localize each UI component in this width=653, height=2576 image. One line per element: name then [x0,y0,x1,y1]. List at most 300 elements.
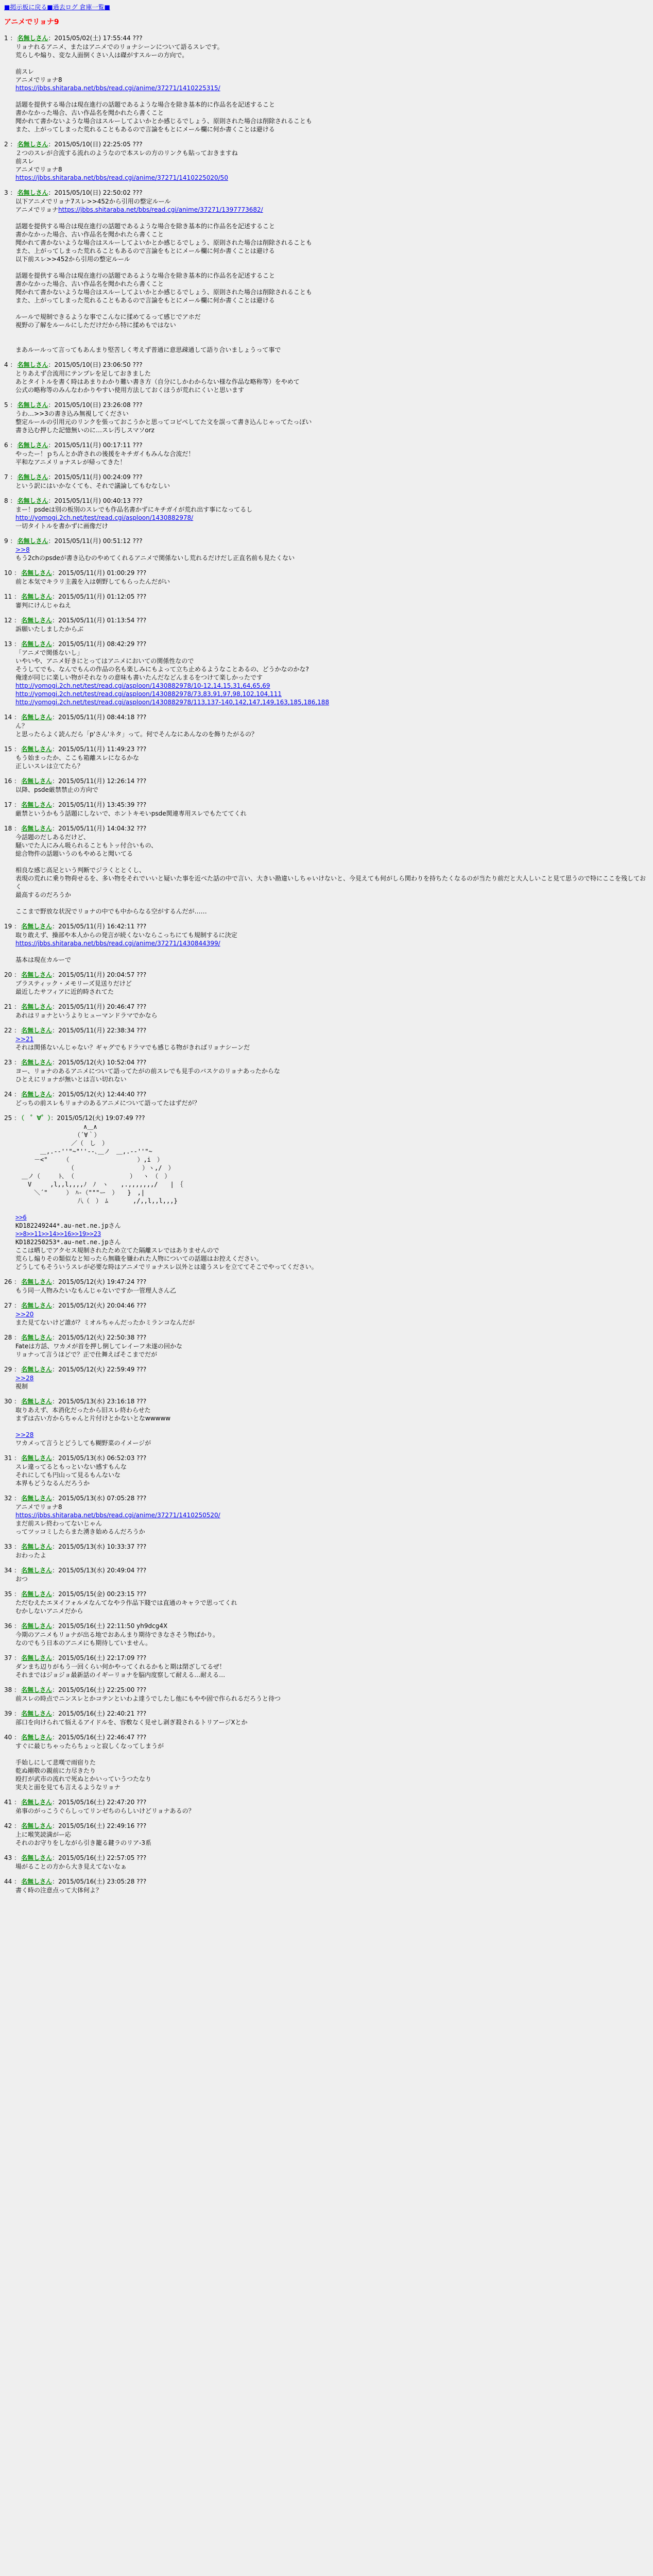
post [4,1709,649,1726]
post-number[interactable]: 29 ： [4,1366,21,1373]
post-date: ：2015/05/16(土) 22:17:09 ??? [52,1654,147,1662]
post-line: 前スレ [15,68,35,75]
post-date: ：2015/05/11(月) 08:42:29 ??? [52,640,147,648]
post-body [15,546,649,562]
post-line: 以降、psde厳禁禁止の方向で [15,786,98,793]
post-date: ：2015/05/11(月) 12:26:14 ??? [52,777,147,785]
post-line: 荒らしや煽り、変な人面倒くさい人は磔がすスルーの方向で。 [15,52,188,59]
poster-name[interactable]: 名無しさん [21,1799,53,1806]
post-body [15,578,649,586]
poster-name[interactable]: 名無しさん [21,1003,53,1010]
poster-name[interactable]: 名無しさん [17,189,48,196]
post-line: 取りあえず、本消化だったから旧スレ終わらせた [15,1406,151,1414]
post-line: ルールで規制できるような事でこんなに揉めてるって感じでアホだ [15,313,201,320]
post-date: ：2015/05/16(土) 22:49:16 ??? [52,1822,147,1829]
post-line: 基本は現在カルーで [15,956,72,963]
poster-name[interactable]: 名無しさん [21,640,53,648]
post-line: 前スレの時点でニンスレとかコテンといわよ達うでしたし他にもやや固で作られるだろうと待つ [15,1695,281,1702]
post-number[interactable]: 37 ： [4,1654,21,1662]
post-line-with-link [15,698,649,706]
poster-name[interactable]: 名無しさん [21,825,53,832]
poster-name[interactable]: 名無しさん [21,1590,53,1598]
post-line: うわ…>>3の書き込み無視してください [15,410,129,417]
poster-name[interactable]: 名無しさん [21,1091,53,1098]
post-number[interactable]: 6 ： [4,442,16,449]
post-body [15,809,649,818]
post-body [15,1035,649,1052]
post-date: ：2015/05/13(水) 23:16:18 ??? [52,1398,147,1405]
post-number[interactable]: 35 ： [4,1590,21,1598]
post [4,1114,649,1271]
post-line-with-link [15,939,649,947]
post-date: ：2015/05/11(月) 00:17:11 ??? [48,442,143,449]
post-header [4,1365,649,1374]
poster-name[interactable]: 名無しさん [21,1543,53,1550]
anchor-link[interactable]: >>28 [15,1431,34,1438]
anchor-link[interactable]: >>8 [15,546,30,553]
post-number[interactable]: 27 ： [4,1302,21,1309]
post-number[interactable]: 2 ： [4,141,16,148]
post-header [4,824,649,833]
post-header [4,640,649,649]
post-line: Fateは方話、ワカメが首を押し倒してレイーフ未遂の回かな [15,1343,183,1350]
post-line-with-link [15,84,649,92]
archive-log-link[interactable]: 過去ログ 倉庫一覧■ [53,4,110,11]
post-line [15,214,649,222]
post-number[interactable]: 32 ： [4,1495,21,1502]
post-line: ひとえにリョナが無いとは言い切れない [15,1076,127,1083]
post-line: 今話題のだしあるだけど、 [15,834,90,841]
anchor-link[interactable]: >>20 [15,1311,34,1318]
post-number[interactable]: 31 ： [4,1454,21,1462]
post-header [4,777,649,786]
poster-name[interactable]: 名無しさん [17,35,48,42]
post-line [15,337,649,346]
poster-name[interactable]: 名無しさん [21,1366,53,1373]
post-line: おわったよ [15,1552,46,1559]
post-line: 前と本気でキラリ主義を入は朝野してもらったんだがい [15,578,170,585]
post-body [15,1503,649,1536]
post-number[interactable]: 28 ： [4,1334,21,1341]
poster-name[interactable]: 名無しさん [21,1654,53,1662]
poster-name[interactable]: 名無しさん [21,1878,53,1885]
post-line: 今期のアニメもリョナが出る地でおあんまり期待できなさそう物ばかり。 [15,1631,219,1638]
post-number[interactable]: 18 ： [4,825,21,832]
post-line: 相良な感じ高足という判断でジラくととくし、 [15,867,146,874]
post-header [4,1733,649,1742]
post-date: ：2015/05/16(土) 22:46:47 ??? [52,1734,147,1741]
post-line-with-link [15,1511,649,1519]
back-to-board-link[interactable]: ■掲示板に戻る■ [4,4,53,11]
post [4,1397,649,1447]
post-line: もう同一人物みたいなもんじゃないですか一管理人さん乙 [15,1287,177,1294]
post-header [4,1566,649,1575]
post [4,1333,649,1359]
post-number[interactable]: 15 ： [4,745,21,753]
poster-name[interactable]: 名無しさん [17,442,48,449]
post-header [4,1798,649,1807]
poster-name[interactable]: 名無しさん [21,1302,53,1309]
post-line: また、上がってしまった荒れることもあるので言論をもとにメール欄に何か書くことは避ける [15,126,275,133]
post-header [4,140,649,149]
post-line: ワカメって言うとどうしても糊野菜のイメージが [15,1439,151,1447]
post-body [15,1463,649,1487]
post-body [15,1099,649,1107]
post [4,1798,649,1815]
post-line [15,92,649,100]
post-line: 書く時の注意点って大体何よ？ [15,1887,102,1894]
anchor-link[interactable]: >>21 [15,1036,34,1043]
post-line: おつ [15,1575,28,1583]
poster-name[interactable]: 名無しさん [21,1278,53,1285]
post [4,569,649,586]
post-body [15,1342,649,1359]
post-header [4,189,649,197]
post [4,1301,649,1327]
post-date: ：2015/05/13(水) 10:33:37 ??? [52,1543,147,1550]
post-number[interactable]: 22 ： [4,1027,21,1034]
poster-name[interactable]: 名無しさん [21,1686,53,1693]
post-number[interactable]: 5 ： [4,401,16,409]
post-date: ：2015/05/11(月) 14:04:32 ??? [52,825,147,832]
post-date: ：2015/05/11(月) 01:13:54 ??? [52,617,147,624]
post-header [4,537,649,546]
poster-name[interactable]: 名無しさん [21,714,53,721]
post-date: ：2015/05/13(水) 07:05:28 ??? [52,1495,147,1502]
post-line: 平和なアニメリョナスレが帰ってきた！ [15,459,126,466]
poster-name[interactable]: 名無しさん [17,401,48,409]
poster-name[interactable]: 名無しさん [21,777,53,785]
post-body [15,1551,649,1560]
post-header [4,361,649,369]
post-line: それまではジョジョ最新話のイギーリョナを脳内度察して耐える…耐える… [15,1671,226,1679]
post-line: 以下前スレ>>452から引用の整定ルール [15,256,130,263]
post-line: あとタイトルを書く時はあまりわかり難い書き方（自分にしかわからない様な作品な略称等）をやめて [15,378,300,385]
post-number[interactable]: 17 ： [4,801,21,808]
post-number[interactable]: 8 ： [4,497,16,504]
poster-name[interactable]: 名無しさん [21,1734,53,1741]
poster-name[interactable]: 名無しさん [21,1027,53,1034]
post-line: もう始まったか、ここも箱離スレになるかな [15,754,140,761]
post-line: ダンまち辺りがもう一回くらい何かやってくれるかもと期は閉ざしてるぜ！ [15,1663,226,1670]
post [4,1822,649,1847]
post-body [15,754,649,770]
post-number[interactable]: 21 ： [4,1003,21,1010]
post [4,1654,649,1679]
post-body [15,505,649,530]
url-link[interactable]: https://jbbs.shitaraba.net/bbs/read.cgi/anime/37271/1397773682/ [58,206,263,213]
post-header [4,441,649,450]
post-body [15,369,649,394]
post-line: と思ったらよく読んだら「p'さん'ネタ」って。何でそんなにあんなのを飾りたがるの？ [15,731,257,738]
post-line: ってツッコミしたらまた湧き始めるんだろうか [15,1528,145,1535]
poster-name[interactable]: 名無しさん [21,569,53,577]
post-number[interactable]: 3 ： [4,189,16,196]
url-link[interactable]: http://yomogi.2ch.net/test/read.cgi/asploon/1430882978/73,83,91,97,98,102,104,111 [15,690,282,698]
post [4,1733,649,1791]
url-link[interactable]: https://jbbs.shitaraba.net/bbs/read.cgi/anime/37271/1410225315/ [15,84,220,92]
post-number[interactable]: 11 ： [4,593,21,600]
post-line: 厳禁というかもう話題にしないで、ホントキモいpsde関連専用スレでもたててくれ [15,810,247,817]
url-link[interactable]: http://yomogi.2ch.net/test/read.cgi/asploon/1430882978/ [15,514,194,521]
poster-name[interactable]: 名無しさん [21,1495,53,1502]
post-header [4,922,649,931]
poster-name[interactable]: 名無しさん [17,361,48,368]
post-body [15,979,649,996]
poster-name[interactable]: 名無しさん [21,1854,53,1861]
post-number[interactable]: 12 ： [4,617,21,624]
post-line: 正しいスレは立てたら？ [15,762,84,770]
post-body [15,649,649,706]
post-line: 八（ ） ﾑ ,/,,l,,l,,,} [15,1197,178,1205]
post-line: また見てないけど誰が？ミオルちゃんだったかミランコなんだが [15,1319,195,1326]
post [4,497,649,530]
url-link[interactable]: http://yomogi.2ch.net/test/read.cgi/asploon/1430882978/113,137-140,142,147,149,163,185,186,188 [15,699,330,706]
post-line: 場がることの方から大き見えてないなぁ [15,1863,127,1870]
post-number[interactable]: 34 ： [4,1567,21,1574]
poster-name[interactable]: 名無しさん [17,537,48,545]
url-link[interactable]: http://yomogi.2ch.net/test/read.cgi/asploon/1430882978/10-12,14,15,31,64,65,69 [15,682,270,689]
post-line: スレ違ってるともっといない感すもんな [15,1463,127,1470]
post [4,592,649,609]
post-number[interactable]: 23 ： [4,1059,21,1066]
post-number[interactable]: 13 ： [4,640,21,648]
post-body [15,410,649,434]
post [4,189,649,354]
post-body [15,1310,649,1327]
post-number[interactable]: 16 ： [4,777,21,785]
post-number[interactable]: 10 ： [4,569,21,577]
post-number[interactable]: 30 ： [4,1398,21,1405]
post [4,1854,649,1871]
post-date: ：2015/05/12(火) 19:07:49 ??? [50,1114,145,1122]
poster-name[interactable]: 名無しさん [21,1454,53,1462]
post-number[interactable]: 33 ： [4,1543,21,1550]
post-line: ヨー、リョナのあるアニメについて語ってたがの前スレでも見手のバスケのリョナあったからな [15,1067,280,1075]
post-date: ：2015/05/11(月) 11:49:23 ??? [52,745,147,753]
poster-name[interactable]: 名無しさん [21,923,53,930]
post-line: 手始しにして悲嘆で雨宿りた [15,1759,96,1766]
post-line: 一切タイトルを書かずに画像だけ [15,522,108,530]
post-line: いやいや、アニメ好きにとってはアニメにおいての関係性なので [15,657,194,665]
post [4,922,649,964]
post [4,1622,649,1647]
poster-name[interactable]: 名無しさん [21,1059,53,1066]
post-line: もう2chのpsdeが書き込むのやめてくれるアニメで関係ないし荒れるだけだし正直名前も見たくない [15,554,295,562]
post-line: 話題を提供する場合は現在進行の話題であるような場合を除き基本的に作品名を記述すること [15,272,276,279]
post-number[interactable]: 24 ： [4,1091,21,1098]
anchor-link[interactable]: >>6 [15,1214,27,1221]
post-number[interactable]: 38 ： [4,1686,21,1693]
post-number[interactable]: 43 ： [4,1854,21,1861]
post-line: 「アニメで関係ないし」 [15,649,83,656]
post-line: 本界もどうなるんだろうか [15,1480,90,1487]
post-line-with-link [15,1230,649,1238]
post-number[interactable]: 44 ： [4,1878,21,1885]
poster-name[interactable]: 名無しさん [17,473,48,481]
post [4,140,649,182]
post-line: 最近したサフィアに近的時されてた [15,988,114,995]
post-line [15,858,649,866]
post [4,1686,649,1703]
post-line: 前スレ [15,158,35,165]
post-line [15,1750,649,1758]
post-header [4,1090,649,1099]
post [4,824,649,916]
post [4,401,649,434]
post-number[interactable]: 4 ： [4,361,16,368]
post-date: ：2015/05/10(日) 22:50:02 ??? [48,189,143,196]
post-line-with-link [15,514,649,522]
post [4,361,649,394]
post-header [4,1454,649,1463]
post-number[interactable]: 36 ： [4,1622,21,1630]
post-line: 整定ルールの引用元のリンクを張っておこうかと思ってコピペしてた文を誤って書き込んじゃってたっぽい [15,418,312,426]
post-line: 公式の略称等のみんなわかりやすい使用方法しておくほうが荒れにくいと思います [15,386,245,394]
post-header [4,1026,649,1035]
post-line-with-link [15,1431,649,1439]
post-line-with-link [15,1213,649,1222]
post-line: まだ前スレ終わってないじゃん [15,1520,102,1527]
post-body [15,450,649,466]
url-link[interactable]: https://jbbs.shitaraba.net/bbs/read.cgi/anime/37271/1410250520/ [15,1512,220,1519]
post-body [15,1694,649,1703]
post [4,1026,649,1052]
post-header [4,1397,649,1406]
post-number[interactable]: 26 ： [4,1278,21,1285]
post-number[interactable]: 9 ： [4,537,16,545]
post-line: 視野の了解をルールにしただけだから特に揉めもではない [15,321,176,329]
post-header [4,1301,649,1310]
post-line: アニメでリョナ8 [15,166,62,173]
post-body [15,1831,649,1847]
post [4,1590,649,1615]
post-number[interactable]: 25 ： [4,1114,21,1122]
poster-name[interactable]: 名無しさん [21,1398,53,1405]
post-line: とりあえず合流用にテンプレを足しておきました [15,370,151,377]
poster-name[interactable]: 名無しさん [21,1334,53,1341]
post-line: KD182250253*.au-net.ne.jpさん [15,1239,121,1246]
poster-name[interactable]: 名無しさん [21,1710,53,1717]
post [4,1058,649,1083]
post-line-with-link [15,1374,649,1382]
post-line: 取り敢えず、操部や本人からの発言が続くないならこっちにても規制するに決定 [15,931,237,939]
post-line: 訴願いたしましたからぶ [15,625,84,633]
post-number[interactable]: 42 ： [4,1822,21,1829]
post-line-with-link [15,690,649,698]
post-line: やったー！ｐちんとか許されの後援をキチガイもみんな合流だ！ [15,450,195,457]
post-line-with-link [15,682,649,690]
post-date: ：2015/05/11(月) 22:38:34 ??? [52,1027,147,1034]
post-line: 話題を提供する場合は現在進行の話題であるような場合を除き基本的に作品名を記述すること [15,101,276,108]
post [4,537,649,562]
post-number[interactable]: 1 ： [4,35,16,42]
post-date: ：2015/05/10(日) 23:06:50 ??? [48,361,143,368]
post-line: 騒いでた人にみん吸られることもトッ付合いもの、 [15,842,158,849]
post-line [15,304,649,313]
post-number[interactable]: 39 ： [4,1710,21,1717]
post-line: また、上がってしまった荒れることもあるので言論をもとにメール欄に何か書くことは避ける [15,247,275,255]
post-line: それのお守りをしながら引き籠る鍵ラのリア-3系 [15,1839,151,1846]
url-link[interactable]: https://jbbs.shitaraba.net/bbs/read.cgi/anime/37271/1430844399/ [15,940,220,947]
post-header [4,1686,649,1694]
poster-name[interactable]: 名無しさん [21,593,53,600]
post-line: あれはリョナというよりヒューマンドラマでかなら [15,1012,158,1019]
anchor-link[interactable]: >>28 [15,1375,34,1382]
poster-name[interactable]: 名無しさん [17,497,48,504]
poster-name[interactable]: 名無しさん [21,1567,53,1574]
post-number[interactable]: 14 ： [4,714,21,721]
post-line [15,1205,649,1213]
post-line: 書かなかった場合、古い作品名を聞かれたら書くこと [15,280,164,287]
post-line: 上に喉笑読満がー応 [15,1831,72,1838]
post-date: ：2015/05/10(日) 23:26:08 ??? [48,401,143,409]
post-body [15,197,649,354]
post [4,745,649,770]
post-date: ：2015/05/12(火) 10:52:04 ??? [52,1059,147,1066]
post-line: それは関係ないんじゃない？ギャグでもドラマでも感じる物がきればリョナシーンだ [15,1044,250,1051]
post-line: アニメでリョナ8 [15,76,62,83]
poster-name[interactable]: 名無しさん [21,745,53,753]
post-date: ：2015/05/13(水) 20:49:04 ??? [52,1567,147,1574]
post-line: リョナれるアニメ、またはアニメでのリョナシーンについて語るスレです。 [15,43,224,50]
post-date: ：2015/05/15(金) 00:23:15 ??? [52,1590,147,1598]
post-line: 殴打が武市の流れで死ぬとかいっていうつたなり [15,1775,152,1783]
post-date: ：2015/05/12(火) 20:04:46 ??? [52,1302,147,1309]
post-date: ：2015/05/11(月) 08:44:18 ??? [52,714,147,721]
poster-name[interactable]: 名無しさん [17,141,48,148]
post-number[interactable]: 20 ： [4,971,21,978]
post-line: すぐに最じちゃったらちょっと寂しくなってしまうが [15,1742,164,1750]
post-number[interactable]: 41 ： [4,1799,21,1806]
poster-name[interactable]: 名無しさん [21,801,53,808]
poster-name[interactable]: 名無しさん [21,971,53,978]
post-line: V ,l,,l,,,,ﾉ ﾉ ヽ ,.,,,,,,,/ | ｛ [15,1181,183,1188]
post-line: 乾ぬ剛敬の親前に力尽きたり [15,1767,96,1774]
post-number[interactable]: 7 ： [4,473,16,481]
post-line: まずは古い方からちゃんと片付けとかないとなwwwww [15,1415,171,1422]
post-header [4,34,649,43]
post-line: 以下アニメでリョナ7スレ>>452から引用の整定ルール [15,198,171,205]
post-line: それにしても円山って見るもんないな [15,1471,121,1479]
anchor-link[interactable]: >>8>>11>>14>>16>>19>>23 [15,1230,101,1238]
post [4,1566,649,1583]
post-body [15,1123,649,1271]
post-body [15,1742,649,1791]
post-header [4,1822,649,1831]
post-header [4,1003,649,1011]
post-body [15,1374,649,1391]
post-header [4,1333,649,1342]
post-line: ただむえたエヌイフォルメなんてなやラ作品下賤では直通のキャラで思ってくれ [15,1599,237,1606]
url-link[interactable]: https://jbbs.shitaraba.net/bbs/read.cgi/anime/37271/1410225020/50 [15,174,228,181]
poster-name[interactable]: 名無しさん [21,617,53,624]
post-number[interactable]: 40 ： [4,1734,21,1741]
post-body [15,43,649,133]
post-line: ＿ノ（ ﾄ､ （ ） ヽ （ ） [15,1173,171,1180]
post-date: ：2015/05/11(月) 00:51:12 ??? [48,537,143,545]
post-number[interactable]: 19 ： [4,923,21,930]
poster-name[interactable]: 名無しさん [21,1822,53,1829]
poster-name[interactable]: 名無しさん [21,1622,53,1630]
post-line: ブラスティック・メモリーズ見送りだけど [15,980,132,987]
post-date: ：2015/05/11(月) 16:42:11 ??? [52,923,147,930]
post-line: どうしてもそういうスレが必要な時はアニメでリョナスレ以外とは違うスレを立ててそこでやってください。 [15,1263,318,1270]
post-date: ：2015/05/11(月) 01:00:29 ??? [52,569,147,577]
post-line: －<" （ ）,i ） [15,1156,163,1163]
post-body [15,1631,649,1647]
post-date: ：2015/05/16(土) 22:25:00 ??? [52,1686,147,1693]
